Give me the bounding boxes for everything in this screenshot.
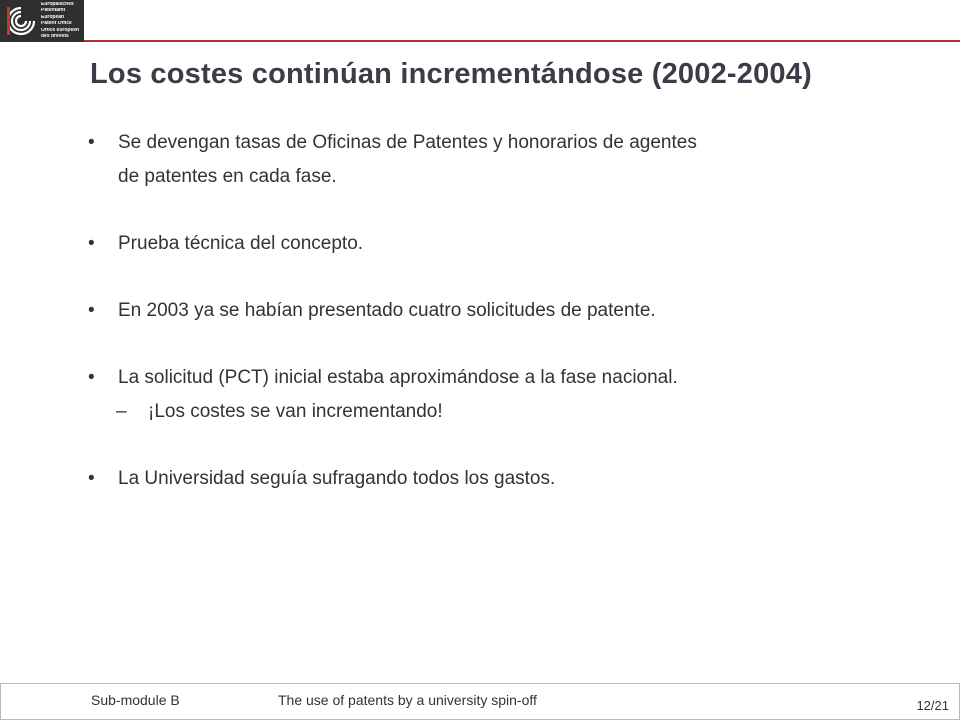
epo-logo	[0, 0, 84, 42]
bullet-item	[88, 126, 908, 194]
bullet-dot: •	[88, 132, 95, 153]
bullet-list	[88, 126, 908, 496]
bullet-text-continued: de patentes en cada fase.	[118, 166, 337, 187]
bullet-item	[88, 227, 908, 261]
bullet-dot: •	[88, 300, 95, 321]
bullet-item	[88, 462, 908, 496]
bullet-item	[88, 361, 908, 395]
sub-bullet-text: ¡Los costes se van incrementando!	[148, 401, 443, 422]
slide-footer	[0, 683, 960, 720]
sub-bullet-dash: –	[116, 401, 127, 422]
bullet-text: La Universidad seguía sufragando todos los gastos.	[118, 468, 556, 489]
bullet-item	[88, 294, 908, 328]
bullet-text: Se devengan tasas de Oficinas de Patentes y honorarios de agentes	[118, 132, 697, 153]
bullet-text: La solicitud (PCT) inicial estaba aproximándose a la fase nacional.	[118, 367, 678, 388]
logo-wordmark: Europäisches Patentamt European Patent Office Office européen des brevets	[41, 2, 80, 39]
bullet-dot: •	[88, 233, 95, 254]
slide-title: Los costes continúan incrementándose (2002-2004)	[90, 58, 812, 90]
bullet-dot: •	[88, 367, 95, 388]
header-rule	[84, 40, 960, 42]
bullet-text: Prueba técnica del concepto.	[118, 233, 364, 254]
footer-title: The use of patents by a university spin-off	[278, 692, 537, 708]
epo-spiral-icon	[4, 4, 38, 38]
bullet-dot: •	[88, 468, 95, 489]
page-number: 12/21	[916, 698, 949, 713]
footer-module: Sub-module B	[91, 692, 180, 708]
bullet-text: En 2003 ya se habían presentado cuatro solicitudes de patente.	[118, 300, 656, 321]
sub-bullet-item	[88, 395, 908, 429]
